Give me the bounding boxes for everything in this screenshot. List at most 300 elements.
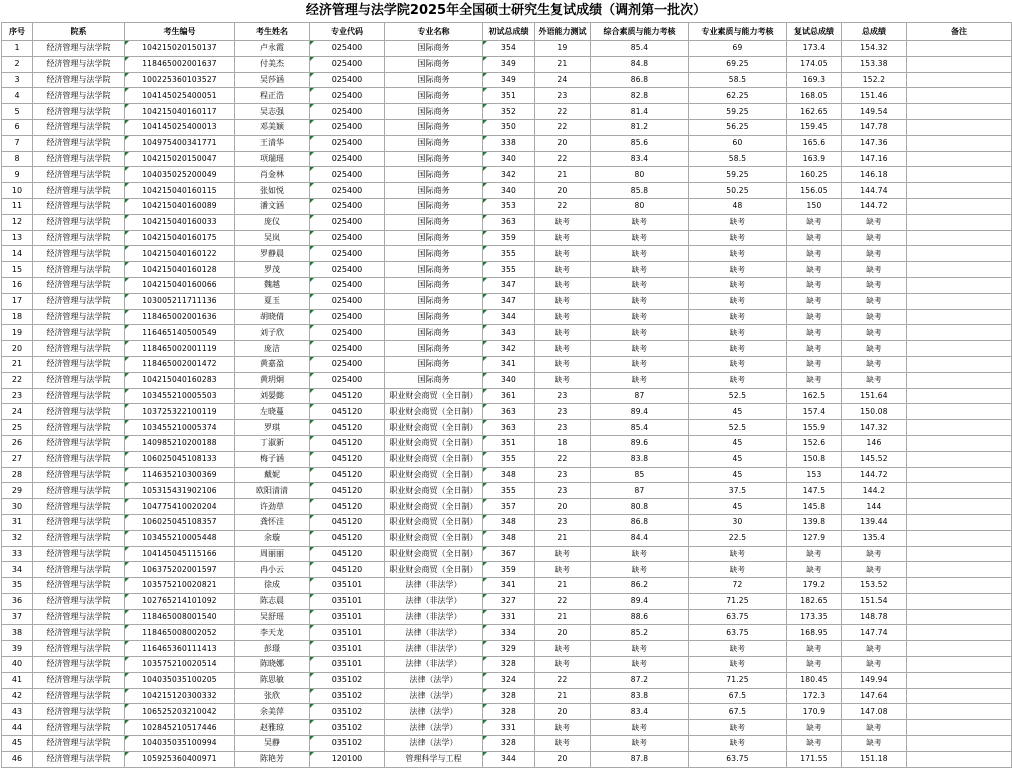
table-cell[interactable]: 11 — [2, 198, 33, 214]
table-cell[interactable]: 缺考 — [689, 372, 787, 388]
table-cell[interactable]: 左晓蔓 — [235, 404, 310, 420]
table-cell[interactable]: 147.78 — [842, 119, 907, 135]
table-cell[interactable]: 118465008002052 — [125, 625, 235, 641]
table-cell[interactable]: 045120 — [310, 530, 385, 546]
table-cell[interactable]: 经济管理与法学院 — [33, 530, 125, 546]
table-cell[interactable]: 缺考 — [591, 372, 689, 388]
table-cell[interactable]: 张如悦 — [235, 183, 310, 199]
table-cell[interactable]: 331 — [483, 720, 535, 736]
table-cell[interactable]: 21 — [535, 688, 591, 704]
table-cell[interactable]: 59.25 — [689, 167, 787, 183]
table-cell[interactable]: 国际商务 — [385, 356, 483, 372]
header-cell[interactable]: 专业名称 — [385, 23, 483, 41]
table-cell[interactable]: 103725322100119 — [125, 404, 235, 420]
table-cell[interactable]: 缺考 — [535, 230, 591, 246]
table-cell[interactable]: 168.05 — [787, 88, 842, 104]
table-cell[interactable]: 国际商务 — [385, 119, 483, 135]
table-cell[interactable]: 353 — [483, 198, 535, 214]
table-cell[interactable]: 22 — [535, 593, 591, 609]
table-cell[interactable]: 20 — [535, 135, 591, 151]
table-cell[interactable]: 8 — [2, 151, 33, 167]
table-cell[interactable]: 缺考 — [842, 641, 907, 657]
table-cell[interactable] — [907, 688, 1012, 704]
table-cell[interactable] — [907, 230, 1012, 246]
table-cell[interactable]: 348 — [483, 530, 535, 546]
table-cell[interactable] — [907, 151, 1012, 167]
table-cell[interactable] — [907, 546, 1012, 562]
table-cell[interactable]: 85.4 — [591, 41, 689, 57]
table-cell[interactable]: 81.2 — [591, 119, 689, 135]
table-cell[interactable]: 法律（法学） — [385, 720, 483, 736]
table-cell[interactable]: 72 — [689, 578, 787, 594]
table-cell[interactable]: 国际商务 — [385, 325, 483, 341]
table-cell[interactable]: 国际商务 — [385, 277, 483, 293]
table-cell[interactable]: 160.25 — [787, 167, 842, 183]
table-cell[interactable] — [907, 420, 1012, 436]
table-cell[interactable]: 350 — [483, 119, 535, 135]
table-cell[interactable]: 340 — [483, 372, 535, 388]
table-cell[interactable]: 国际商务 — [385, 41, 483, 57]
header-cell[interactable]: 考生编号 — [125, 23, 235, 41]
table-cell[interactable]: 经济管理与法学院 — [33, 483, 125, 499]
table-cell[interactable]: 20 — [535, 625, 591, 641]
table-cell[interactable]: 21 — [2, 356, 33, 372]
table-cell[interactable]: 许劲草 — [235, 499, 310, 515]
table-cell[interactable]: 缺考 — [535, 562, 591, 578]
table-cell[interactable]: 项瑞瑶 — [235, 151, 310, 167]
table-cell[interactable]: 缺考 — [535, 262, 591, 278]
table-cell[interactable]: 118465008001540 — [125, 609, 235, 625]
table-cell[interactable] — [907, 499, 1012, 515]
table-cell[interactable]: 63.75 — [689, 625, 787, 641]
table-cell[interactable]: 045120 — [310, 420, 385, 436]
table-cell[interactable]: 67.5 — [689, 704, 787, 720]
header-cell[interactable]: 复试总成绩 — [787, 23, 842, 41]
table-cell[interactable]: 80.8 — [591, 499, 689, 515]
table-cell[interactable]: 国际商务 — [385, 262, 483, 278]
table-cell[interactable]: 035102 — [310, 720, 385, 736]
table-cell[interactable]: 国际商务 — [385, 104, 483, 120]
table-cell[interactable]: 342 — [483, 167, 535, 183]
table-cell[interactable]: 缺考 — [591, 277, 689, 293]
table-cell[interactable]: 170.9 — [787, 704, 842, 720]
table-cell[interactable]: 045120 — [310, 483, 385, 499]
table-cell[interactable]: 103575210020821 — [125, 578, 235, 594]
table-cell[interactable]: 缺考 — [591, 736, 689, 752]
table-cell[interactable]: 146 — [842, 435, 907, 451]
table-cell[interactable]: 173.4 — [787, 41, 842, 57]
table-cell[interactable]: 缺考 — [591, 546, 689, 562]
table-cell[interactable]: 4 — [2, 88, 33, 104]
table-cell[interactable]: 025400 — [310, 167, 385, 183]
table-cell[interactable]: 经济管理与法学院 — [33, 609, 125, 625]
table-cell[interactable]: 经济管理与法学院 — [33, 467, 125, 483]
table-cell[interactable]: 经济管理与法学院 — [33, 72, 125, 88]
table-cell[interactable]: 025400 — [310, 72, 385, 88]
table-cell[interactable]: 缺考 — [787, 736, 842, 752]
table-cell[interactable]: 缺考 — [787, 293, 842, 309]
table-cell[interactable] — [907, 672, 1012, 688]
table-cell[interactable]: 341 — [483, 578, 535, 594]
table-cell[interactable]: 29 — [2, 483, 33, 499]
table-cell[interactable]: 85.4 — [591, 420, 689, 436]
table-cell[interactable]: 116465140500549 — [125, 325, 235, 341]
table-cell[interactable] — [907, 435, 1012, 451]
table-cell[interactable]: 104215040160089 — [125, 198, 235, 214]
table-cell[interactable]: 045120 — [310, 388, 385, 404]
table-cell[interactable] — [907, 625, 1012, 641]
table-cell[interactable]: 经济管理与法学院 — [33, 151, 125, 167]
table-cell[interactable]: 18 — [535, 435, 591, 451]
table-cell[interactable]: 庞仪 — [235, 214, 310, 230]
table-cell[interactable]: 355 — [483, 246, 535, 262]
table-cell[interactable]: 025400 — [310, 88, 385, 104]
table-cell[interactable]: 334 — [483, 625, 535, 641]
table-cell[interactable]: 344 — [483, 309, 535, 325]
table-cell[interactable]: 国际商务 — [385, 230, 483, 246]
table-cell[interactable]: 30 — [689, 514, 787, 530]
table-cell[interactable]: 328 — [483, 657, 535, 673]
table-cell[interactable]: 23 — [535, 514, 591, 530]
table-cell[interactable]: 缺考 — [787, 657, 842, 673]
table-cell[interactable]: 经济管理与法学院 — [33, 688, 125, 704]
table-cell[interactable]: 162.65 — [787, 104, 842, 120]
table-cell[interactable]: 025400 — [310, 246, 385, 262]
table-cell[interactable]: 经济管理与法学院 — [33, 183, 125, 199]
table-cell[interactable]: 经济管理与法学院 — [33, 404, 125, 420]
table-cell[interactable]: 23 — [535, 88, 591, 104]
table-cell[interactable]: 缺考 — [535, 214, 591, 230]
table-cell[interactable]: 40 — [2, 657, 33, 673]
table-cell[interactable]: 355 — [483, 483, 535, 499]
table-cell[interactable]: 18 — [2, 309, 33, 325]
table-cell[interactable]: 104215040160122 — [125, 246, 235, 262]
table-cell[interactable]: 147.32 — [842, 420, 907, 436]
table-cell[interactable]: 343 — [483, 325, 535, 341]
table-cell[interactable]: 缺考 — [535, 720, 591, 736]
table-cell[interactable] — [907, 119, 1012, 135]
table-cell[interactable]: 367 — [483, 546, 535, 562]
table-cell[interactable]: 045120 — [310, 499, 385, 515]
table-cell[interactable]: 035101 — [310, 641, 385, 657]
table-cell[interactable]: 缺考 — [591, 341, 689, 357]
table-cell[interactable]: 69.25 — [689, 56, 787, 72]
table-cell[interactable]: 145.52 — [842, 451, 907, 467]
table-cell[interactable]: 16 — [2, 277, 33, 293]
table-cell[interactable]: 45 — [689, 467, 787, 483]
table-cell[interactable]: 潘文涵 — [235, 198, 310, 214]
table-cell[interactable]: 缺考 — [591, 262, 689, 278]
table-cell[interactable]: 120100 — [310, 751, 385, 767]
table-cell[interactable]: 144.2 — [842, 483, 907, 499]
table-cell[interactable]: 缺考 — [591, 356, 689, 372]
table-cell[interactable] — [907, 467, 1012, 483]
table-cell[interactable]: 5 — [2, 104, 33, 120]
table-cell[interactable]: 359 — [483, 230, 535, 246]
table-cell[interactable]: 国际商务 — [385, 88, 483, 104]
table-cell[interactable]: 147.5 — [787, 483, 842, 499]
table-cell[interactable]: 67.5 — [689, 688, 787, 704]
table-cell[interactable]: 22 — [2, 372, 33, 388]
table-cell[interactable]: 105925360400971 — [125, 751, 235, 767]
table-cell[interactable]: 87 — [591, 388, 689, 404]
table-cell[interactable]: 139.8 — [787, 514, 842, 530]
table-cell[interactable]: 职业财会商贸（全日制） — [385, 562, 483, 578]
table-cell[interactable]: 戴妮 — [235, 467, 310, 483]
table-cell[interactable]: 45 — [689, 451, 787, 467]
table-cell[interactable]: 张欣 — [235, 688, 310, 704]
table-cell[interactable]: 25 — [2, 420, 33, 436]
table-cell[interactable]: 43 — [2, 704, 33, 720]
table-cell[interactable]: 159.45 — [787, 119, 842, 135]
table-cell[interactable]: 经济管理与法学院 — [33, 293, 125, 309]
table-cell[interactable]: 缺考 — [787, 720, 842, 736]
table-cell[interactable]: 150.08 — [842, 404, 907, 420]
table-cell[interactable]: 89.6 — [591, 435, 689, 451]
table-cell[interactable]: 经济管理与法学院 — [33, 625, 125, 641]
table-cell[interactable]: 354 — [483, 41, 535, 57]
table-cell[interactable]: 104215040160175 — [125, 230, 235, 246]
table-cell[interactable]: 国际商务 — [385, 198, 483, 214]
table-cell[interactable]: 148.78 — [842, 609, 907, 625]
table-cell[interactable]: 缺考 — [787, 230, 842, 246]
table-cell[interactable]: 025400 — [310, 214, 385, 230]
table-cell[interactable]: 21 — [535, 56, 591, 72]
table-cell[interactable]: 付美杰 — [235, 56, 310, 72]
table-cell[interactable]: 经济管理与法学院 — [33, 593, 125, 609]
table-cell[interactable]: 17 — [2, 293, 33, 309]
table-cell[interactable]: 114635210300369 — [125, 467, 235, 483]
table-cell[interactable]: 147.36 — [842, 135, 907, 151]
table-cell[interactable] — [907, 562, 1012, 578]
table-cell[interactable]: 162.5 — [787, 388, 842, 404]
table-cell[interactable]: 职业财会商贸（全日制） — [385, 435, 483, 451]
table-cell[interactable]: 20 — [535, 499, 591, 515]
table-cell[interactable]: 19 — [2, 325, 33, 341]
table-cell[interactable]: 国际商务 — [385, 293, 483, 309]
table-cell[interactable]: 缺考 — [535, 546, 591, 562]
table-cell[interactable]: 经济管理与法学院 — [33, 388, 125, 404]
table-cell[interactable] — [907, 183, 1012, 199]
table-cell[interactable]: 344 — [483, 751, 535, 767]
table-cell[interactable]: 025400 — [310, 56, 385, 72]
table-cell[interactable]: 144 — [842, 499, 907, 515]
table-cell[interactable]: 45 — [689, 499, 787, 515]
table-cell[interactable]: 22.5 — [689, 530, 787, 546]
table-cell[interactable]: 104145025400051 — [125, 88, 235, 104]
table-cell[interactable]: 351 — [483, 435, 535, 451]
table-cell[interactable]: 363 — [483, 214, 535, 230]
table-cell[interactable]: 28 — [2, 467, 33, 483]
table-cell[interactable]: 025400 — [310, 372, 385, 388]
table-cell[interactable]: 缺考 — [842, 736, 907, 752]
table-cell[interactable]: 342 — [483, 341, 535, 357]
table-cell[interactable]: 328 — [483, 688, 535, 704]
table-cell[interactable]: 缺考 — [842, 325, 907, 341]
table-cell[interactable]: 冉小云 — [235, 562, 310, 578]
table-cell[interactable]: 035101 — [310, 657, 385, 673]
table-cell[interactable]: 缺考 — [591, 230, 689, 246]
table-cell[interactable]: 52.5 — [689, 388, 787, 404]
table-cell[interactable]: 经济管理与法学院 — [33, 88, 125, 104]
table-cell[interactable]: 经济管理与法学院 — [33, 104, 125, 120]
table-cell[interactable]: 国际商务 — [385, 72, 483, 88]
table-cell[interactable]: 缺考 — [787, 277, 842, 293]
table-cell[interactable] — [907, 341, 1012, 357]
table-cell[interactable]: 149.54 — [842, 104, 907, 120]
table-cell[interactable]: 缺考 — [591, 325, 689, 341]
table-cell[interactable]: 经济管理与法学院 — [33, 451, 125, 467]
table-cell[interactable]: 359 — [483, 562, 535, 578]
table-cell[interactable]: 21 — [535, 578, 591, 594]
table-cell[interactable]: 025400 — [310, 119, 385, 135]
table-cell[interactable]: 3 — [2, 72, 33, 88]
table-cell[interactable]: 陈志晨 — [235, 593, 310, 609]
table-cell[interactable]: 106375202001597 — [125, 562, 235, 578]
table-cell[interactable]: 缺考 — [535, 372, 591, 388]
table-cell[interactable]: 45 — [2, 736, 33, 752]
table-cell[interactable]: 165.6 — [787, 135, 842, 151]
header-cell[interactable]: 专业素质与能力考核 — [689, 23, 787, 41]
table-cell[interactable]: 缺考 — [787, 325, 842, 341]
table-cell[interactable]: 151.46 — [842, 88, 907, 104]
table-cell[interactable]: 缺考 — [689, 356, 787, 372]
table-cell[interactable]: 吴静 — [235, 736, 310, 752]
table-cell[interactable]: 50.25 — [689, 183, 787, 199]
table-cell[interactable]: 147.74 — [842, 625, 907, 641]
table-cell[interactable]: 法律（法学） — [385, 688, 483, 704]
table-cell[interactable]: 351 — [483, 88, 535, 104]
table-cell[interactable]: 34 — [2, 562, 33, 578]
table-cell[interactable]: 职业财会商贸（全日制） — [385, 420, 483, 436]
table-cell[interactable]: 331 — [483, 609, 535, 625]
table-cell[interactable]: 153.38 — [842, 56, 907, 72]
table-cell[interactable]: 88.6 — [591, 609, 689, 625]
table-cell[interactable]: 缺考 — [842, 277, 907, 293]
table-cell[interactable]: 025400 — [310, 104, 385, 120]
table-cell[interactable] — [907, 88, 1012, 104]
table-cell[interactable]: 罗茂 — [235, 262, 310, 278]
table-cell[interactable]: 035102 — [310, 672, 385, 688]
table-cell[interactable]: 025400 — [310, 293, 385, 309]
table-cell[interactable] — [907, 641, 1012, 657]
table-cell[interactable]: 156.05 — [787, 183, 842, 199]
table-cell[interactable]: 80 — [591, 167, 689, 183]
table-cell[interactable]: 陈艳芳 — [235, 751, 310, 767]
table-cell[interactable]: 彭璟 — [235, 641, 310, 657]
table-cell[interactable]: 87.2 — [591, 672, 689, 688]
table-cell[interactable]: 155.9 — [787, 420, 842, 436]
table-cell[interactable]: 20 — [535, 751, 591, 767]
table-cell[interactable]: 刘子欣 — [235, 325, 310, 341]
table-cell[interactable]: 105315431902106 — [125, 483, 235, 499]
table-cell[interactable]: 缺考 — [842, 309, 907, 325]
table-cell[interactable]: 陈思敏 — [235, 672, 310, 688]
table-cell[interactable]: 361 — [483, 388, 535, 404]
table-cell[interactable]: 缺考 — [787, 546, 842, 562]
table-cell[interactable]: 10 — [2, 183, 33, 199]
table-cell[interactable]: 102765214101092 — [125, 593, 235, 609]
table-cell[interactable]: 363 — [483, 404, 535, 420]
table-cell[interactable] — [907, 104, 1012, 120]
table-cell[interactable]: 22 — [535, 451, 591, 467]
table-cell[interactable] — [907, 56, 1012, 72]
table-cell[interactable] — [907, 751, 1012, 767]
table-cell[interactable]: 104775410020204 — [125, 499, 235, 515]
table-cell[interactable]: 71.25 — [689, 593, 787, 609]
table-cell[interactable]: 89.4 — [591, 404, 689, 420]
table-cell[interactable]: 缺考 — [689, 214, 787, 230]
table-cell[interactable]: 144.74 — [842, 183, 907, 199]
table-cell[interactable]: 吴舒瑶 — [235, 609, 310, 625]
table-cell[interactable]: 法律（非法学） — [385, 609, 483, 625]
table-cell[interactable]: 法律（非法学） — [385, 578, 483, 594]
table-cell[interactable]: 经济管理与法学院 — [33, 262, 125, 278]
table-cell[interactable]: 172.3 — [787, 688, 842, 704]
table-cell[interactable]: 152.2 — [842, 72, 907, 88]
table-cell[interactable]: 39 — [2, 641, 33, 657]
table-cell[interactable]: 338 — [483, 135, 535, 151]
table-cell[interactable]: 045120 — [310, 467, 385, 483]
table-cell[interactable]: 经济管理与法学院 — [33, 672, 125, 688]
table-cell[interactable]: 104215040160066 — [125, 277, 235, 293]
table-cell[interactable] — [907, 72, 1012, 88]
table-cell[interactable]: 缺考 — [842, 262, 907, 278]
table-cell[interactable]: 缺考 — [842, 230, 907, 246]
table-cell[interactable]: 经济管理与法学院 — [33, 657, 125, 673]
table-cell[interactable]: 国际商务 — [385, 151, 483, 167]
table-cell[interactable]: 025400 — [310, 325, 385, 341]
table-cell[interactable]: 27 — [2, 451, 33, 467]
table-cell[interactable]: 赵雅琼 — [235, 720, 310, 736]
table-cell[interactable]: 缺考 — [689, 293, 787, 309]
table-cell[interactable]: 经济管理与法学院 — [33, 325, 125, 341]
table-cell[interactable]: 职业财会商贸（全日制） — [385, 530, 483, 546]
table-cell[interactable]: 104035025200049 — [125, 167, 235, 183]
table-cell[interactable]: 348 — [483, 514, 535, 530]
table-cell[interactable]: 法律（非法学） — [385, 657, 483, 673]
table-cell[interactable]: 经济管理与法学院 — [33, 356, 125, 372]
table-cell[interactable]: 035101 — [310, 593, 385, 609]
table-cell[interactable] — [907, 720, 1012, 736]
table-cell[interactable]: 163.9 — [787, 151, 842, 167]
table-cell[interactable]: 035101 — [310, 609, 385, 625]
table-cell[interactable]: 丁淑新 — [235, 435, 310, 451]
table-cell[interactable]: 45 — [689, 404, 787, 420]
table-cell[interactable]: 37.5 — [689, 483, 787, 499]
table-cell[interactable]: 经济管理与法学院 — [33, 214, 125, 230]
table-cell[interactable]: 169.3 — [787, 72, 842, 88]
table-cell[interactable]: 经济管理与法学院 — [33, 736, 125, 752]
table-cell[interactable]: 经济管理与法学院 — [33, 230, 125, 246]
table-cell[interactable]: 李天龙 — [235, 625, 310, 641]
table-cell[interactable] — [907, 388, 1012, 404]
table-cell[interactable]: 69 — [689, 41, 787, 57]
table-cell[interactable]: 045120 — [310, 435, 385, 451]
table-cell[interactable]: 缺考 — [842, 356, 907, 372]
table-cell[interactable]: 86.2 — [591, 578, 689, 594]
table-cell[interactable]: 104215020150047 — [125, 151, 235, 167]
table-cell[interactable]: 国际商务 — [385, 341, 483, 357]
table-cell[interactable]: 347 — [483, 277, 535, 293]
table-cell[interactable]: 44 — [2, 720, 33, 736]
table-cell[interactable]: 025400 — [310, 183, 385, 199]
table-cell[interactable]: 14 — [2, 246, 33, 262]
table-cell[interactable]: 23 — [535, 420, 591, 436]
header-cell[interactable]: 院系 — [33, 23, 125, 41]
table-cell[interactable]: 151.18 — [842, 751, 907, 767]
table-cell[interactable]: 151.54 — [842, 593, 907, 609]
